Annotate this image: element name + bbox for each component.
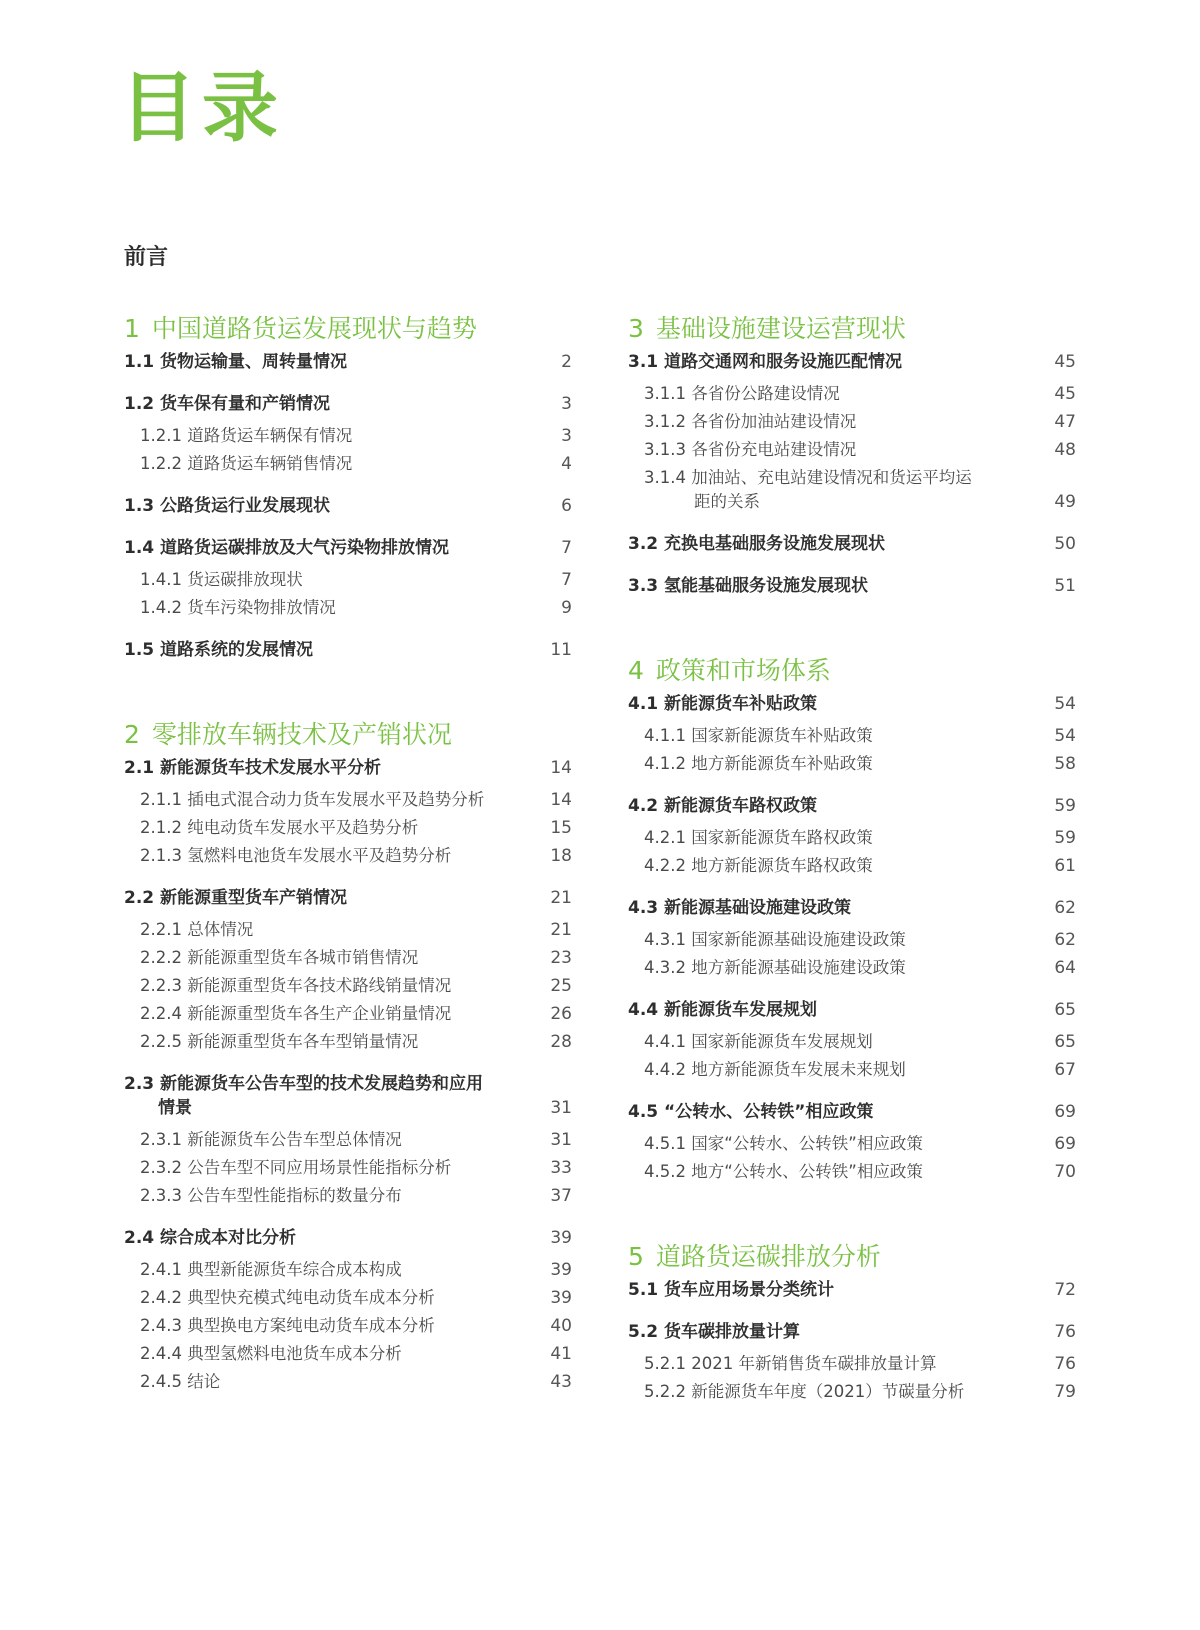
subsection-title-text: 2.4.4 典型氢燃料电池货车成本分析 [140,1344,402,1363]
toc-page-number: 15 [550,818,572,838]
toc-page-number: 7 [561,570,572,590]
toc-page-number: 3 [561,394,572,414]
toc-section-entry[interactable] [124,1072,572,1120]
section-title-text: 5.2 货车碳排放量计算 [628,1322,801,1342]
toc-chapter-heading[interactable] [124,718,572,752]
toc-subsection-entry[interactable] [628,1030,1076,1054]
toc-section-title [124,756,532,780]
chapter-title: 道路货运碳排放分析 [655,1242,881,1271]
subsection-title-text: 3.1.3 各省份充电站建设情况 [644,440,857,459]
toc-subsection-title [644,438,1036,462]
subsection-title-text: 4.1.1 国家新能源货车补贴政策 [644,726,873,745]
toc-page-number: 14 [550,790,572,810]
toc-page-number: 23 [550,948,572,968]
toc-section-entry[interactable] [628,574,1076,598]
section-title-text: 3.1 道路交通网和服务设施匹配情况 [628,352,903,372]
toc-page-number: 28 [550,1032,572,1052]
toc-subsection-entry[interactable] [628,1380,1076,1404]
toc-subsection-entry[interactable] [124,816,572,840]
toc-page-number: 45 [1054,352,1076,372]
toc-section-entry[interactable] [124,392,572,416]
toc-section-title [628,1320,1036,1344]
toc-subsection-entry[interactable] [628,1058,1076,1082]
toc-section-title [628,574,1036,598]
toc-section-entry[interactable] [628,998,1076,1022]
toc-subsection-title [644,724,1036,748]
toc-subsection-title [140,816,532,840]
toc-page-number: 67 [1054,1060,1076,1080]
toc-subsection-entry[interactable] [124,1002,572,1026]
subsection-title-text: 2.4.3 典型换电方案纯电动货车成本分析 [140,1316,435,1335]
toc-page-number: 48 [1054,440,1076,460]
toc-page-number: 39 [550,1288,572,1308]
toc-chapter-heading[interactable] [628,654,1076,688]
toc-page-number: 7 [561,538,572,558]
toc-chapter-heading[interactable] [628,312,1076,346]
toc-page-number: 4 [561,454,572,474]
toc-subsection-title [140,596,532,620]
toc-page-number: 26 [550,1004,572,1024]
toc-subsection-title [140,1286,532,1310]
toc-page-number: 33 [550,1158,572,1178]
toc-right-column [628,312,1076,1404]
toc-subsection-entry[interactable] [124,918,572,942]
toc-page-number: 79 [1054,1382,1076,1402]
toc-subsection-title [140,1184,532,1208]
subsection-title-text: 3.1.2 各省份加油站建设情况 [644,412,857,431]
toc-subsection-title [644,410,1036,434]
toc-subsection-entry[interactable] [124,844,572,868]
toc-subsection-entry[interactable] [628,438,1076,462]
chapter-spacer [628,1184,1076,1240]
toc-subsection-entry[interactable] [124,788,572,812]
toc-page-number: 49 [1054,492,1076,512]
page-title: 目录 [120,63,284,152]
section-title-text: 3.2 充换电基础服务设施发展现状 [628,534,886,554]
toc-subsection-title [644,1058,1036,1082]
toc-subsection-title [140,452,532,476]
toc-page-number: 72 [1054,1280,1076,1300]
subsection-title-text: 2.3.3 公告车型性能指标的数量分布 [140,1186,402,1205]
chapter-spacer [628,598,1076,654]
toc-subsection-entry[interactable] [628,1132,1076,1156]
subsection-title-text: 5.2.2 新能源货车年度（2021）节碳量分析 [644,1382,965,1401]
toc-subsection-entry[interactable] [124,568,572,592]
chapter-title: 中国道路货运发展现状与趋势 [151,314,477,343]
subsection-title-text: 2.1.2 纯电动货车发展水平及趋势分析 [140,818,419,837]
subsection-title-text: 2.4.5 结论 [140,1372,221,1391]
subsection-title-text: 4.4.2 地方新能源货车发展未来规划 [644,1060,906,1079]
chapter-title: 零排放车辆技术及产销状况 [151,720,452,749]
subsection-title-text: 4.3.1 国家新能源基础设施建设政策 [644,930,906,949]
toc-section-entry[interactable] [124,494,572,518]
toc-subsection-entry[interactable] [124,596,572,620]
toc-section-title [124,886,532,910]
toc-page-number: 2 [561,352,572,372]
toc-page-number: 9 [561,598,572,618]
toc-section-entry[interactable] [124,756,572,780]
toc-subsection-entry[interactable] [124,1286,572,1310]
subsection-title-text: 2.2.2 新能源重型货车各城市销售情况 [140,948,419,967]
toc-section-entry[interactable] [124,350,572,374]
toc-page-number: 59 [1054,828,1076,848]
toc-section-entry[interactable] [628,1278,1076,1302]
toc-subsection-title [644,466,1036,514]
toc-section-title [124,1226,532,1250]
toc-page-number: 58 [1054,754,1076,774]
toc-page-number: 39 [550,1228,572,1248]
toc-page-number: 47 [1054,412,1076,432]
toc-subsection-title [644,1132,1036,1156]
toc-section-title [628,998,1036,1022]
section-title-text: 3.3 氢能基础服务设施发展现状 [628,576,869,596]
section-title-text: 4.4 新能源货车发展规划 [628,1000,818,1020]
subsection-title-text: 1.2.1 道路货运车辆保有情况 [140,426,353,445]
chapter-number: 1 [124,314,140,343]
toc-preface-link[interactable]: 前言 [124,245,169,270]
toc-page-number: 25 [550,976,572,996]
toc-section-title [628,1100,1036,1124]
toc-subsection-title [644,826,1036,850]
toc-section-title [124,494,532,518]
toc-page-number: 69 [1054,1134,1076,1154]
subsection-title-text: 2.2.3 新能源重型货车各技术路线销量情况 [140,976,452,995]
toc-chapter-heading[interactable] [628,1240,1076,1274]
toc-page-number: 37 [550,1186,572,1206]
subsection-title-text: 3.1.1 各省份公路建设情况 [644,384,840,403]
subsection-title-text: 5.2.1 2021 年新销售货车碳排放量计算 [644,1354,937,1373]
toc-subsection-entry[interactable] [124,1370,572,1394]
toc-section-entry[interactable] [124,1226,572,1250]
toc-subsection-title [644,956,1036,980]
toc-section-entry[interactable] [124,638,572,662]
section-title-text: 1.5 道路系统的发展情况 [124,640,314,660]
toc-subsection-title [140,1030,532,1054]
toc-subsection-title [140,918,532,942]
subsection-title-text: 4.5.2 地方“公转水、公转铁”相应政策 [644,1162,923,1181]
toc-subsection-entry[interactable] [628,1160,1076,1184]
toc-subsection-entry[interactable] [628,956,1076,980]
toc-subsection-title [644,854,1036,878]
subsection-title-text: 2.1.1 插电式混合动力货车发展水平及趋势分析 [140,790,485,809]
toc-section-entry[interactable] [628,896,1076,920]
toc-subsection-title [140,1156,532,1180]
toc-subsection-entry[interactable] [124,1314,572,1338]
subsection-title-text: 2.2.1 总体情况 [140,920,254,939]
chapter-title: 基础设施建设运营现状 [655,314,906,343]
toc-subsection-title [644,382,1036,406]
section-title-text: 2.3 新能源货车公告车型的技术发展趋势和应用 [124,1074,484,1094]
toc-page-number: 54 [1054,694,1076,714]
toc-subsection-title [644,1352,1036,1376]
subsection-title-text: 2.3.1 新能源货车公告车型总体情况 [140,1130,402,1149]
subsection-title-text: 2.3.2 公告车型不同应用场景性能指标分析 [140,1158,452,1177]
toc-section-title [628,350,1036,374]
toc-page-number: 54 [1054,726,1076,746]
toc-page-number: 6 [561,496,572,516]
section-title-text: 1.4 道路货运碳排放及大气污染物排放情况 [124,538,450,558]
toc-subsection-entry[interactable] [124,424,572,448]
toc-page-number: 41 [550,1344,572,1364]
toc-page-number: 51 [1054,576,1076,596]
toc-subsection-title [644,928,1036,952]
subsection-title-text: 1.4.2 货车污染物排放情况 [140,598,336,617]
section-title-text: 2.1 新能源货车技术发展水平分析 [124,758,382,778]
toc-subsection-title [140,788,532,812]
toc-subsection-title [140,1342,532,1366]
section-title-text: 1.1 货物运输量、周转量情况 [124,352,348,372]
toc-section-entry[interactable] [124,886,572,910]
section-title-text: 2.2 新能源重型货车产销情况 [124,888,348,908]
toc-page-number: 31 [550,1098,572,1118]
toc-section-title [124,638,532,662]
subsection-title-text: 2.1.3 氢燃料电池货车发展水平及趋势分析 [140,846,452,865]
section-title-text: 4.2 新能源货车路权政策 [628,796,818,816]
toc-subsection-entry[interactable] [124,1342,572,1366]
toc-subsection-title [644,1160,1036,1184]
subsection-title-text: 4.2.1 国家新能源货车路权政策 [644,828,873,847]
subsection-title-text: 2.4.2 典型快充模式纯电动货车成本分析 [140,1288,435,1307]
toc-page-number: 21 [550,920,572,940]
subsection-title-text: 2.2.5 新能源重型货车各车型销量情况 [140,1032,419,1051]
toc-subsection-title [140,1370,532,1394]
subsection-title-text: 4.1.2 地方新能源货车补贴政策 [644,754,873,773]
chapter-number: 4 [628,656,644,685]
toc-subsection-title [644,752,1036,776]
subsection-title-text: 4.2.2 地方新能源货车路权政策 [644,856,873,875]
section-title-text: 2.4 综合成本对比分析 [124,1228,297,1248]
subsection-title-text: 1.4.1 货运碳排放现状 [140,570,303,589]
toc-subsection-entry[interactable] [124,946,572,970]
subsection-title-text: 4.5.1 国家“公转水、公转铁”相应政策 [644,1134,923,1153]
toc-subsection-entry[interactable] [124,1128,572,1152]
subsection-title-text: 3.1.4 加油站、充电站建设情况和货运平均运 [644,468,972,487]
toc-subsection-title [140,946,532,970]
toc-page-number: 3 [561,426,572,446]
toc-page-number: 11 [550,640,572,660]
toc-subsection-title [140,568,532,592]
toc-subsection-entry[interactable] [124,1258,572,1282]
toc-subsection-entry[interactable] [124,452,572,476]
toc-section-title [628,1278,1036,1302]
section-title-continuation: 情景 [158,1098,192,1118]
toc-subsection-title [140,1002,532,1026]
chapter-number: 3 [628,314,644,343]
section-title-text: 4.5 “公转水、公转铁”相应政策 [628,1102,874,1122]
toc-section-entry[interactable] [628,532,1076,556]
toc-page-number: 50 [1054,534,1076,554]
toc-page-number: 64 [1054,958,1076,978]
toc-subsection-entry[interactable] [124,1184,572,1208]
toc-page-number: 65 [1054,1032,1076,1052]
toc-page-number: 31 [550,1130,572,1150]
toc-subsection-title [140,1314,532,1338]
toc-subsection-title [140,974,532,998]
toc-section-entry[interactable] [628,794,1076,818]
subsection-title-text: 4.4.1 国家新能源货车发展规划 [644,1032,873,1051]
toc-section-title [124,350,532,374]
toc-subsection-entry[interactable] [628,752,1076,776]
toc-section-entry[interactable] [628,1320,1076,1344]
toc-section-entry[interactable] [628,1100,1076,1124]
section-title-text: 1.3 公路货运行业发展现状 [124,496,331,516]
subsection-title-text: 1.2.2 道路货运车辆销售情况 [140,454,353,473]
toc-page-number: 39 [550,1260,572,1280]
subsection-title-text: 2.4.1 典型新能源货车综合成本构成 [140,1260,402,1279]
toc-page-number: 43 [550,1372,572,1392]
toc-section-entry[interactable] [628,350,1076,374]
section-title-text: 4.1 新能源货车补贴政策 [628,694,818,714]
section-title-text: 1.2 货车保有量和产销情况 [124,394,331,414]
toc-subsection-entry[interactable] [628,826,1076,850]
chapter-number: 2 [124,720,140,749]
chapter-number: 5 [628,1242,644,1271]
toc-page-number: 62 [1054,930,1076,950]
toc-subsection-title [140,1128,532,1152]
toc-page-number: 65 [1054,1000,1076,1020]
toc-page-number: 62 [1054,898,1076,918]
toc-section-title [628,532,1036,556]
toc-page-number: 69 [1054,1102,1076,1122]
section-title-text: 5.1 货车应用场景分类统计 [628,1280,835,1300]
chapter-spacer [124,662,572,718]
toc-page-number: 61 [1054,856,1076,876]
toc-subsection-entry[interactable] [628,410,1076,434]
toc-page-number: 40 [550,1316,572,1336]
toc-page-number: 21 [550,888,572,908]
toc-page-number: 18 [550,846,572,866]
toc-subsection-entry[interactable] [628,466,1076,514]
subsection-title-text: 4.3.2 地方新能源基础设施建设政策 [644,958,906,977]
toc-subsection-title [644,1030,1036,1054]
toc-page-number: 14 [550,758,572,778]
toc-page-number: 76 [1054,1322,1076,1342]
toc-subsection-title [140,1258,532,1282]
toc-section-entry[interactable] [124,536,572,560]
subsection-title-text: 2.2.4 新能源重型货车各生产企业销量情况 [140,1004,452,1023]
toc-subsection-entry[interactable] [124,1030,572,1054]
toc-subsection-entry[interactable] [124,1156,572,1180]
toc-page-number: 70 [1054,1162,1076,1182]
toc-page-number: 76 [1054,1354,1076,1374]
toc-page-number: 45 [1054,384,1076,404]
toc-subsection-entry[interactable] [628,928,1076,952]
toc-subsection-entry[interactable] [628,854,1076,878]
toc-section-title [628,794,1036,818]
toc-section-title [124,536,532,560]
toc-section-entry[interactable] [628,692,1076,716]
toc-section-title [124,1072,532,1120]
toc-subsection-entry[interactable] [628,1352,1076,1376]
toc-subsection-entry[interactable] [124,974,572,998]
toc-section-title [124,392,532,416]
chapter-title: 政策和市场体系 [655,656,831,685]
toc-subsection-entry[interactable] [628,724,1076,748]
toc-subsection-title [140,424,532,448]
toc-section-title [628,896,1036,920]
toc-left-column [124,312,572,1394]
toc-subsection-title [644,1380,1036,1404]
toc-chapter-heading[interactable] [124,312,572,346]
toc-section-title [628,692,1036,716]
section-title-text: 4.3 新能源基础设施建设政策 [628,898,852,918]
toc-subsection-entry[interactable] [628,382,1076,406]
toc-subsection-title [140,844,532,868]
toc-page-number: 59 [1054,796,1076,816]
subsection-title-continuation: 距的关系 [694,492,760,511]
